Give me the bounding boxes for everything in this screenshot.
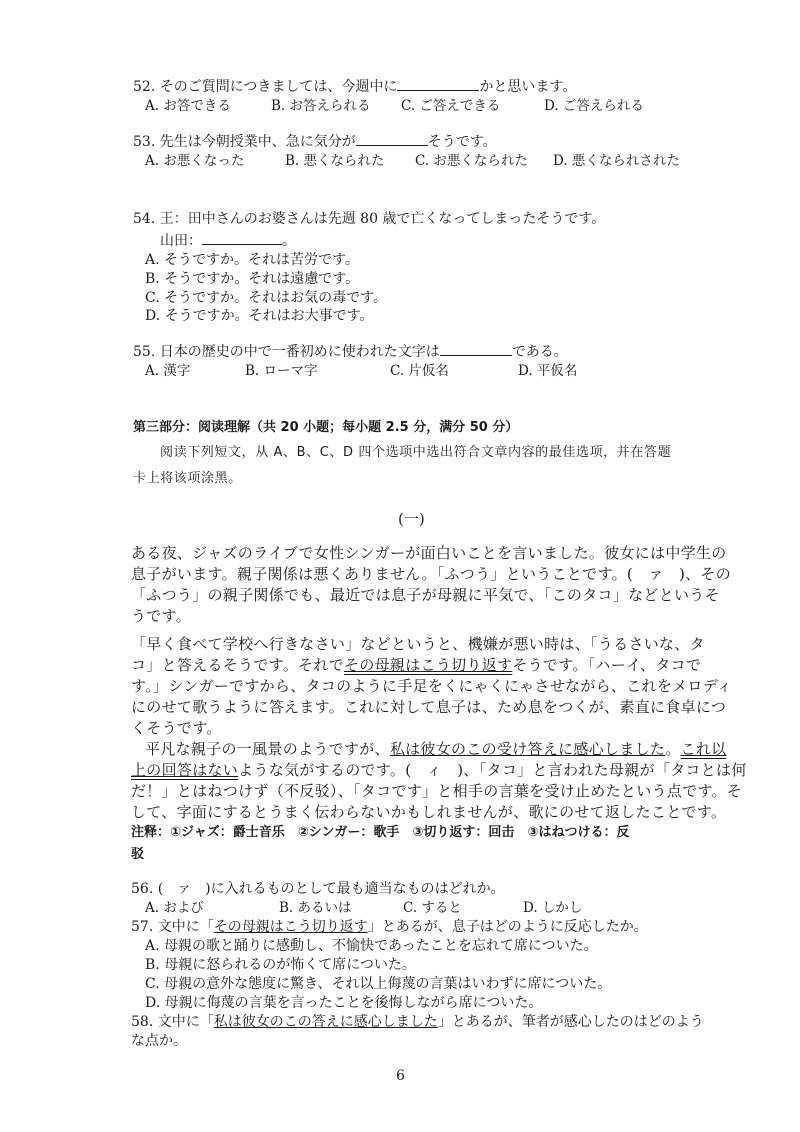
q57-option-a: A. 母親の歌と踊りに感動し、不愉快であったことを忘れて席についた。 bbox=[145, 938, 598, 954]
q54-stem: 54. 王：田中さんのお婆さんは先週 80 歳で亡くなってしまったそうです。 bbox=[133, 211, 606, 227]
q52-stem: 52. そのご質問につきましては、今週中に かと思います。 bbox=[133, 79, 577, 95]
passage-notes-cont: 驳 bbox=[131, 847, 145, 862]
underlined-phrase: 上の回答はない bbox=[131, 761, 239, 779]
passage-line: 「ふつう」の親子関係でも、最近では息子が母親に平気で、「このタコ」などというそ bbox=[131, 586, 720, 604]
quoted-phrase: 私は彼女のこの答えに感心しました bbox=[213, 1014, 438, 1030]
answer-blank bbox=[397, 78, 479, 91]
q57-option-b: B. 母親に怒られるのが怖くて席についた。 bbox=[145, 957, 416, 973]
q55-stem: 55. 日本の歴史の中で一番初めに使われた文字は である。 bbox=[133, 344, 568, 360]
q58-stem: 58. 文中に「私は彼女のこの答えに感心しました」とあるが、筆者が感心したのはどのよう bbox=[131, 1014, 704, 1030]
underlined-phrase: その母親はこう切り返す bbox=[344, 656, 513, 674]
passage-notes: 注释：①ジャズ：爵士音乐 ②シンガー：歌手 ③切り返す：回击 ③はねつける：反 bbox=[131, 825, 630, 840]
passage-line: 平凡な親子の一風景のようですが、私は彼女のこの受け答えに感心しました。これ以 bbox=[145, 740, 727, 758]
option-b: B. あるいは bbox=[279, 900, 352, 916]
option-c: C. お悪くなられた bbox=[415, 153, 528, 169]
underlined-phrase: これ以 bbox=[680, 740, 727, 758]
option-b: B. ローマ字 bbox=[245, 363, 318, 379]
option-d: D. ご答えられる bbox=[544, 98, 644, 114]
q57-option-d: D. 母親に侮蔑の言葉を言ったことを後悔しながら席についた。 bbox=[145, 995, 543, 1011]
passage-number: (一) bbox=[398, 510, 425, 528]
section-instructions-line2: 卡上将该项涂黑。 bbox=[133, 471, 242, 486]
option-d: D. 平仮名 bbox=[518, 363, 578, 379]
option-c: C. 片仮名 bbox=[390, 363, 449, 379]
passage-line: 「早く食べて学校へ行きなさい」などというと、機嫌が悪い時は、「うるさいな、タ bbox=[131, 635, 705, 653]
passage-line: 息子がいます。親子関係は悪くありません。「ふつう」ということです。( ァ )、その bbox=[131, 565, 732, 583]
option-c: C. ご答えできる bbox=[401, 98, 501, 114]
option-a: A. および bbox=[145, 900, 204, 916]
q54-option-a: A. そうですか。それは苦労です。 bbox=[145, 252, 359, 268]
passage-line: うです。 bbox=[131, 607, 192, 625]
answer-blank bbox=[440, 343, 512, 356]
option-c: C. すると bbox=[403, 900, 462, 916]
answer-blank bbox=[202, 232, 282, 245]
q57-option-c: C. 母親の意外な態度に驚き、それ以上侮蔑の言葉はいわずに席についた。 bbox=[145, 976, 612, 992]
q54-option-c: C. そうですか。それはお気の毒です。 bbox=[145, 290, 387, 306]
q54-reply: 山田： 。 bbox=[160, 233, 296, 249]
q58-stem-cont: な点か。 bbox=[131, 1033, 187, 1049]
quoted-phrase: その母親はこう切り返す bbox=[213, 919, 368, 935]
passage-line: コ」と答えるそうです。それでその母親はこう切り返すそうです。「ハーイ、タコで bbox=[131, 656, 702, 674]
q54-option-b: B. そうですか。それは遠慮です。 bbox=[145, 271, 360, 287]
section-instructions-line1: 阅读下列短文，从 A、B、C、D 四个选项中选出符合文章内容的最佳选项，并在答题 bbox=[160, 445, 672, 460]
option-b: B. お答えられる bbox=[271, 98, 371, 114]
option-a: A. お悪くなった bbox=[145, 153, 245, 169]
q53-stem: 53. 先生は今朝授業中、急に気分が そうです。 bbox=[133, 134, 497, 150]
option-a: A. 漢字 bbox=[145, 363, 191, 379]
q56-stem: 56. ( ァ )に入れるものとして最も適当なものはどれか。 bbox=[131, 881, 505, 897]
option-b: B. 悪くなられた bbox=[285, 153, 385, 169]
option-a: A. お答できる bbox=[145, 98, 231, 114]
q57-stem: 57. 文中に「その母親はこう切り返す」とあるが、息子はどのように反応したか。 bbox=[131, 919, 648, 935]
q54-option-d: D. そうですか。それはお大事です。 bbox=[145, 308, 374, 324]
passage-line: して、字面にするとうまく伝わらないかもしれませんが、歌にのせて返したことです。 bbox=[131, 803, 727, 821]
option-d: D. しかし bbox=[523, 900, 583, 916]
passage-line: す。」シンガーですから、タコのように手足をくにゃくにゃさせながら、これをメロディ bbox=[131, 677, 733, 695]
passage-line: くそうです。 bbox=[131, 719, 222, 737]
underlined-phrase: 私は彼女のこの受け答えに感心しました bbox=[389, 740, 666, 758]
passage-line: にのせて歌うように答えます。これに対して息子は、ため息をつくが、素直に食卓につ bbox=[131, 698, 727, 716]
section-heading: 第三部分：阅读理解（共 20 小题；每小题 2.5 分，满分 50 分） bbox=[133, 420, 519, 435]
option-d: D. 悪くなられされた bbox=[553, 153, 680, 169]
passage-line: 上の回答はないような気がするのです。( ィ )、「タコ」と言われた母親が「タコとは何 bbox=[131, 761, 747, 779]
page-number: 6 bbox=[396, 1068, 405, 1084]
passage-line: ある夜、ジャズのライブで女性シンガーが面白いことを言いました。彼女には中学生の bbox=[131, 544, 727, 562]
answer-blank bbox=[356, 133, 428, 146]
passage-line: だ！」とはねつけず（不反驳）、「タコです」と相手の言葉を受け止めたという点です。そ bbox=[131, 782, 743, 800]
